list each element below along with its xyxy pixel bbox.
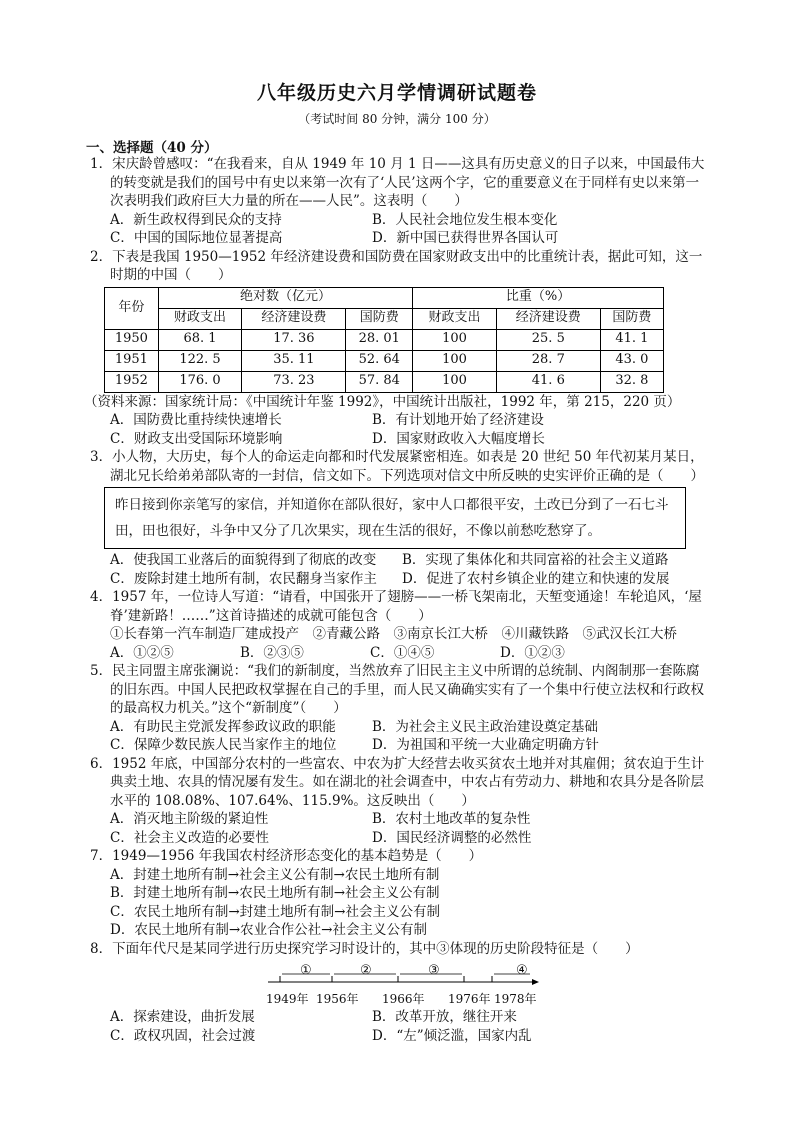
statistics-table	[104, 287, 664, 393]
question-stem: 7．1949—1956 年我国农村经济形态变化的基本趋势是（ ）	[90, 848, 483, 864]
option-a: A．新生政权得到民众的支持	[110, 211, 282, 228]
timeline-marker: ④	[516, 963, 528, 978]
exam-info: （考试时间 80 分钟，满分 100 分）	[298, 112, 496, 126]
table-cell: 100	[413, 350, 497, 371]
question-4	[90, 588, 710, 662]
option-c: C．政权巩固，社会过渡	[110, 1027, 256, 1044]
table-cell: 122. 5	[158, 350, 242, 371]
option-d: D．农民土地所有制→农业合作公社→社会主义公有制	[110, 922, 427, 938]
table-cell: 1951	[105, 350, 159, 371]
table-cell: 1952	[105, 371, 159, 392]
option-b: B．有计划地开始了经济建设	[372, 412, 544, 428]
timeline-year: 1966年	[382, 992, 425, 1006]
option-c: C．中国的国际地位显著提高	[110, 230, 283, 246]
option-a: A．消灭地主阶级的紧迫性	[110, 811, 269, 827]
option-d: D．为祖国和平统一大业确定明确方针	[372, 737, 599, 753]
question-3	[90, 448, 710, 588]
option-b: B．人民社会地位发生根本变化	[372, 211, 558, 228]
table-cell: 100	[413, 371, 497, 392]
question-stem: 8．下面年代尺是某同学进行历史探究学习时设计的，其中③体现的历史阶段特征是（ ）	[90, 940, 639, 957]
table-cell: 17. 36	[242, 329, 346, 350]
option-b: B．改革开放，继往开来	[372, 1009, 517, 1025]
table-source: （资料来源：国家统计局：《中国统计年鉴 1992》，中国统计出版社，1992 年，第 215，220 页）	[84, 393, 681, 410]
option-a: A．国防费比重持续快速增长	[110, 412, 282, 428]
timeline-ruler	[90, 962, 710, 1006]
table-cell: 41. 6	[496, 371, 600, 392]
table-cell: 52. 64	[346, 350, 413, 371]
table-cell: 35. 11	[242, 350, 346, 371]
option-b: B．农村土地改革的复杂性	[372, 811, 531, 827]
question-stem: 1．宋庆龄曾感叹：“在我看来，自从 1949 年 10 月 1 日——这具有历史意义的日子以来，中国最伟大的转变就是我们的国号中有史以来第一次有了‘人民’这两个字，它的重要意义在于同样有史以来第一次表明我们政府巨大力量的所在——人民”。这表明（ ）	[90, 156, 705, 209]
option-c: C．废除封建土地所有制，农民翻身当家作主	[110, 570, 377, 587]
question-stem: 2．下表是我国 1950—1952 年经济建设费和国防费在国家财政支出中的比重统计表，据此可知，这一时期的中国（ ）	[90, 248, 703, 283]
table-cell: 73. 23	[242, 371, 346, 392]
table-col-header: 财政支出	[158, 308, 242, 329]
option-c: C．财政支出受国际环境影响	[110, 430, 283, 447]
table-cell: 43. 0	[600, 350, 663, 371]
option-b: B．封建土地所有制→农民土地所有制→社会主义公有制	[110, 885, 440, 901]
table-cell: 28. 7	[496, 350, 600, 371]
question-2	[84, 248, 710, 449]
question-8	[90, 940, 710, 1046]
table-col-header: 国防费	[600, 308, 663, 329]
timeline-marker: ③	[428, 963, 440, 978]
question-7	[90, 847, 710, 940]
option-a: A．有助民主党派发挥参政议政的职能	[110, 718, 336, 735]
table-cell: 57. 84	[346, 371, 413, 392]
option-c: C．保障少数民族人民当家作主的地位	[110, 737, 337, 753]
table-row	[105, 350, 664, 371]
timeline-year: 1978年	[494, 992, 537, 1006]
letter-box: 昨日接到你亲笔写的家信，并知道你在部队很好，家中人口都很平安，土改已分到了一石七斗田，田也很好，斗争中又分了几次果实，现在生活的很好，不像以前愁吃愁穿了。	[104, 487, 686, 549]
table-cell: 25. 5	[496, 329, 600, 350]
table-col-header: 财政支出	[413, 308, 497, 329]
option-d: D．新中国已获得世界各国认可	[372, 230, 559, 246]
option-d: D．促进了农村乡镇企业的建立和快速的发展	[402, 570, 670, 587]
question-1	[90, 155, 710, 248]
timeline-year: 1956年	[316, 992, 359, 1006]
table-col-header: 国防费	[346, 308, 413, 329]
timeline-marker: ①	[300, 963, 312, 978]
option-a: A．探索建设，曲折发展	[110, 1009, 255, 1025]
option-c: C．农民土地所有制→封建土地所有制→社会主义公有制	[110, 903, 440, 920]
question-stem: 4．1957 年，一位诗人写道：“请看，中国张开了翅膀——一桥飞架南北，天堑变通途！车轮追风，‘屋脊’建新路！……”这首诗描述的成就可能包含（ ）	[90, 589, 702, 624]
table-col-header: 经济建设费	[496, 308, 600, 329]
option-b: B．为社会主义民主政治建设奠定基础	[372, 718, 598, 735]
section-heading: 一、选择题（40 分）	[86, 140, 218, 156]
question-items: ①长春第一汽车制造厂建成投产 ②青藏公路 ③南京长江大桥 ④川藏铁路 ⑤武汉长江大桥	[110, 626, 677, 642]
option-a: A．①②⑤	[110, 644, 174, 661]
option-a: A．封建土地所有制→社会主义公有制→农民土地所有制	[110, 866, 440, 883]
option-d: D．“左”倾泛滥，国家内乱	[372, 1027, 532, 1044]
table-header-ratio: 比重（%）	[413, 287, 664, 308]
question-stem: 3．小人物，大历史，每个人的命运走向都和时代发展紧密相连。如表是 20 世纪 50 年代初某月某日，湖北兄长给弟弟部队寄的一封信，信文如下。下列选项对信文中所反映的史实评价正确的是（ ）	[90, 449, 704, 484]
question-5	[90, 662, 710, 755]
question-stem: 5．民主同盟主席张澜说：“我们的新制度，当然放弃了旧民主主义中所谓的总统制、内阁制那一套陈腐的旧东西。中国人民把政权掌握在自己的手里，而人民又确确实实有了一个集中行使立法权和行政权的最高权力机关。”这个“新制度”（ ）	[90, 663, 704, 716]
timeline-year: 1976年	[448, 992, 491, 1006]
table-cell: 1950	[105, 329, 159, 350]
option-d: D．国民经济调整的必然性	[372, 829, 532, 846]
option-b: B．实现了集体化和共同富裕的社会主义道路	[402, 552, 669, 568]
option-b: B．②③⑤	[240, 644, 304, 661]
option-d: D．国家财政收入大幅度增长	[372, 430, 545, 447]
option-d: D．①②③	[500, 644, 565, 661]
table-cell: 41. 1	[600, 329, 663, 350]
option-c: C．①④⑤	[370, 644, 435, 661]
table-cell: 176. 0	[158, 371, 242, 392]
timeline-marker: ②	[360, 963, 372, 978]
table-cell: 28. 01	[346, 329, 413, 350]
question-6	[90, 755, 710, 848]
table-cell: 32. 8	[600, 371, 663, 392]
table-row	[105, 329, 664, 350]
option-a: A．使我国工业落后的面貌得到了彻底的改变	[110, 552, 377, 568]
table-cell: 68. 1	[158, 329, 242, 350]
table-col-header: 经济建设费	[242, 308, 346, 329]
table-header-absolute: 绝对数（亿元）	[158, 287, 412, 308]
table-header-year: 年份	[105, 287, 159, 329]
option-c: C．社会主义改造的必要性	[110, 829, 269, 846]
timeline-year: 1949年	[266, 992, 309, 1006]
table-row	[105, 371, 664, 392]
table-cell: 100	[413, 329, 497, 350]
page-title: 八年级历史六月学情调研试题卷	[256, 82, 537, 104]
question-list	[84, 155, 710, 1045]
question-stem: 6．1952 年底，中国部分农村的一些富农、中农为扩大经营去收买贫农土地并对其雇佣；贫农迫于生计典卖土地、农具的情况屡有发生。如在湖北的社会调查中，中农占有劳动力、耕地和农具分是各阶层水平的 108.08%、107.64%、115.9%。这反映出（ ）	[90, 755, 705, 809]
